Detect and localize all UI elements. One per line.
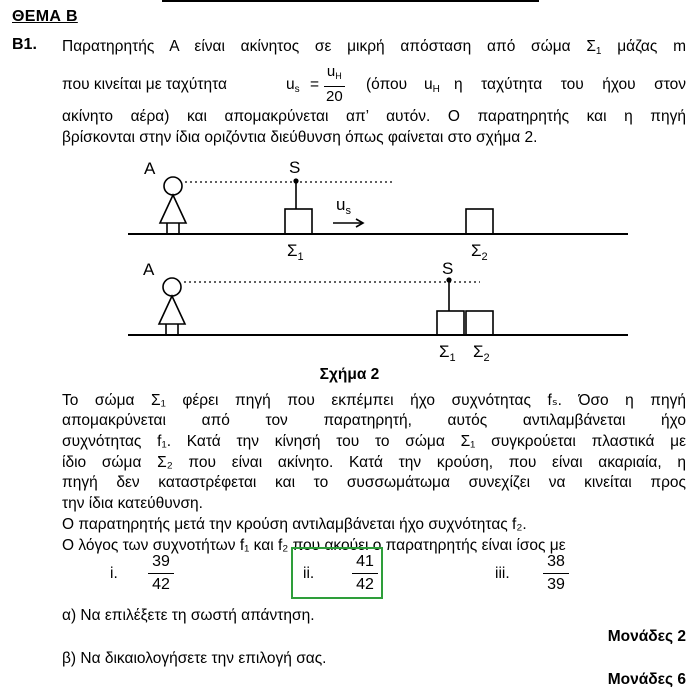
section-heading: ΘΕΜΑ Β <box>12 8 78 25</box>
body-line-6: την ίδια κατεύθυνση. <box>62 495 203 512</box>
intro-line-4: βρίσκονται στην ίδια οριζόντια διεύθυνση όπως φαίνεται στο σχήμα 2. <box>62 129 538 146</box>
sigma1-label-top: $\Sigma_1$ <box>287 241 304 263</box>
part-b-text: β) Να δικαιολογήσετε την επιλογή σας. <box>62 650 327 667</box>
option-iii-label: iii. <box>495 565 510 582</box>
question-number: Β1. <box>12 36 37 53</box>
body-line-5: πηγή δεν καταστρέφεται και το συσσωμάτωμα συνεχίζει να κινείται προς <box>62 474 686 491</box>
sigma2-label-bottom: $\Sigma_2$ <box>473 342 490 364</box>
source-label-top: S <box>289 158 301 177</box>
figure-caption: Σχήμα 2 <box>319 366 380 383</box>
intro-line-1: Παρατηρητής Α είναι ακίνητος σε μικρή απόσταση από σώμα $\Sigma_1$ μάζας m <box>62 38 686 57</box>
sigma2-label-top: $\Sigma_2$ <box>471 241 488 263</box>
observer-label-bottom: A <box>143 260 155 279</box>
body-sigma1-bottom <box>437 311 464 335</box>
part-a-marks: Μονάδες 2 <box>607 628 686 645</box>
body-line-8: Ο λόγος των συχνοτήτων f₁ και f₂ που ακούει ο παρατηρητής είναι ίσος με <box>62 537 566 554</box>
body-sigma1-top <box>285 209 312 234</box>
part-a-text: α) Να επιλέξετε τη σωστή απάντηση. <box>62 607 315 624</box>
observer-label-top: A <box>144 159 156 178</box>
source-label-bottom: S <box>442 259 454 278</box>
option-i-label: i. <box>110 565 118 582</box>
sigma1-label-bottom: $\Sigma_1$ <box>439 342 456 364</box>
figure-2 <box>0 150 699 365</box>
source-dot-top <box>293 178 298 183</box>
body-sigma2-top <box>466 209 493 234</box>
body-line-2: απομακρύνεται από τον παρατηρητή, αυτός αντιλαμβάνεται ήχο <box>62 412 686 429</box>
body-line-1: Το σώμα Σ₁ φέρει πηγή που εκπέμπει ήχο συχνότητας fₛ. Όσο η πηγή <box>62 392 686 409</box>
top-rule <box>162 0 539 2</box>
body-line-7: Ο παρατηρητής μετά την κρούση αντιλαμβάνεται ήχο συχνότητας f₂. <box>62 516 527 533</box>
intro-line-2: που κινείται με ταχύτητα $u_s$ = $\frac{u_H}{20}$ (όπου $u_H$ η ταχύτητα του ήχου στον <box>62 63 686 105</box>
option-ii-label: ii. <box>303 565 315 582</box>
observer-bottom <box>159 278 185 335</box>
body-sigma2-bottom <box>466 311 493 335</box>
observer-top <box>160 177 186 234</box>
velocity-label: $u_s$ <box>336 195 351 217</box>
source-dot-bottom <box>446 277 451 282</box>
option-ii-fraction: $\frac{41}{42}$ <box>352 551 378 596</box>
part-b-marks: Μονάδες 6 <box>607 671 686 688</box>
intro-line-3: ακίνητο αέρα) και απομακρύνεται απ’ αυτόν. Ο παρατηρητής και η πηγή <box>62 108 686 125</box>
body-line-4: ίδιο σώμα Σ₂ που είναι ακίνητο. Κατά την κρούση, που είναι ακαριαία, η <box>62 454 686 471</box>
velocity-fraction: $\frac{u_H}{20}$ <box>326 63 343 105</box>
body-line-3: συχνότητας f₁. Κατά την κίνησή του το σώμα Σ₁ συγκρούεται πλαστικά με <box>62 433 686 450</box>
option-iii-fraction: $\frac{38}{39}$ <box>543 551 569 596</box>
option-i-fraction: $\frac{39}{42}$ <box>148 551 174 596</box>
